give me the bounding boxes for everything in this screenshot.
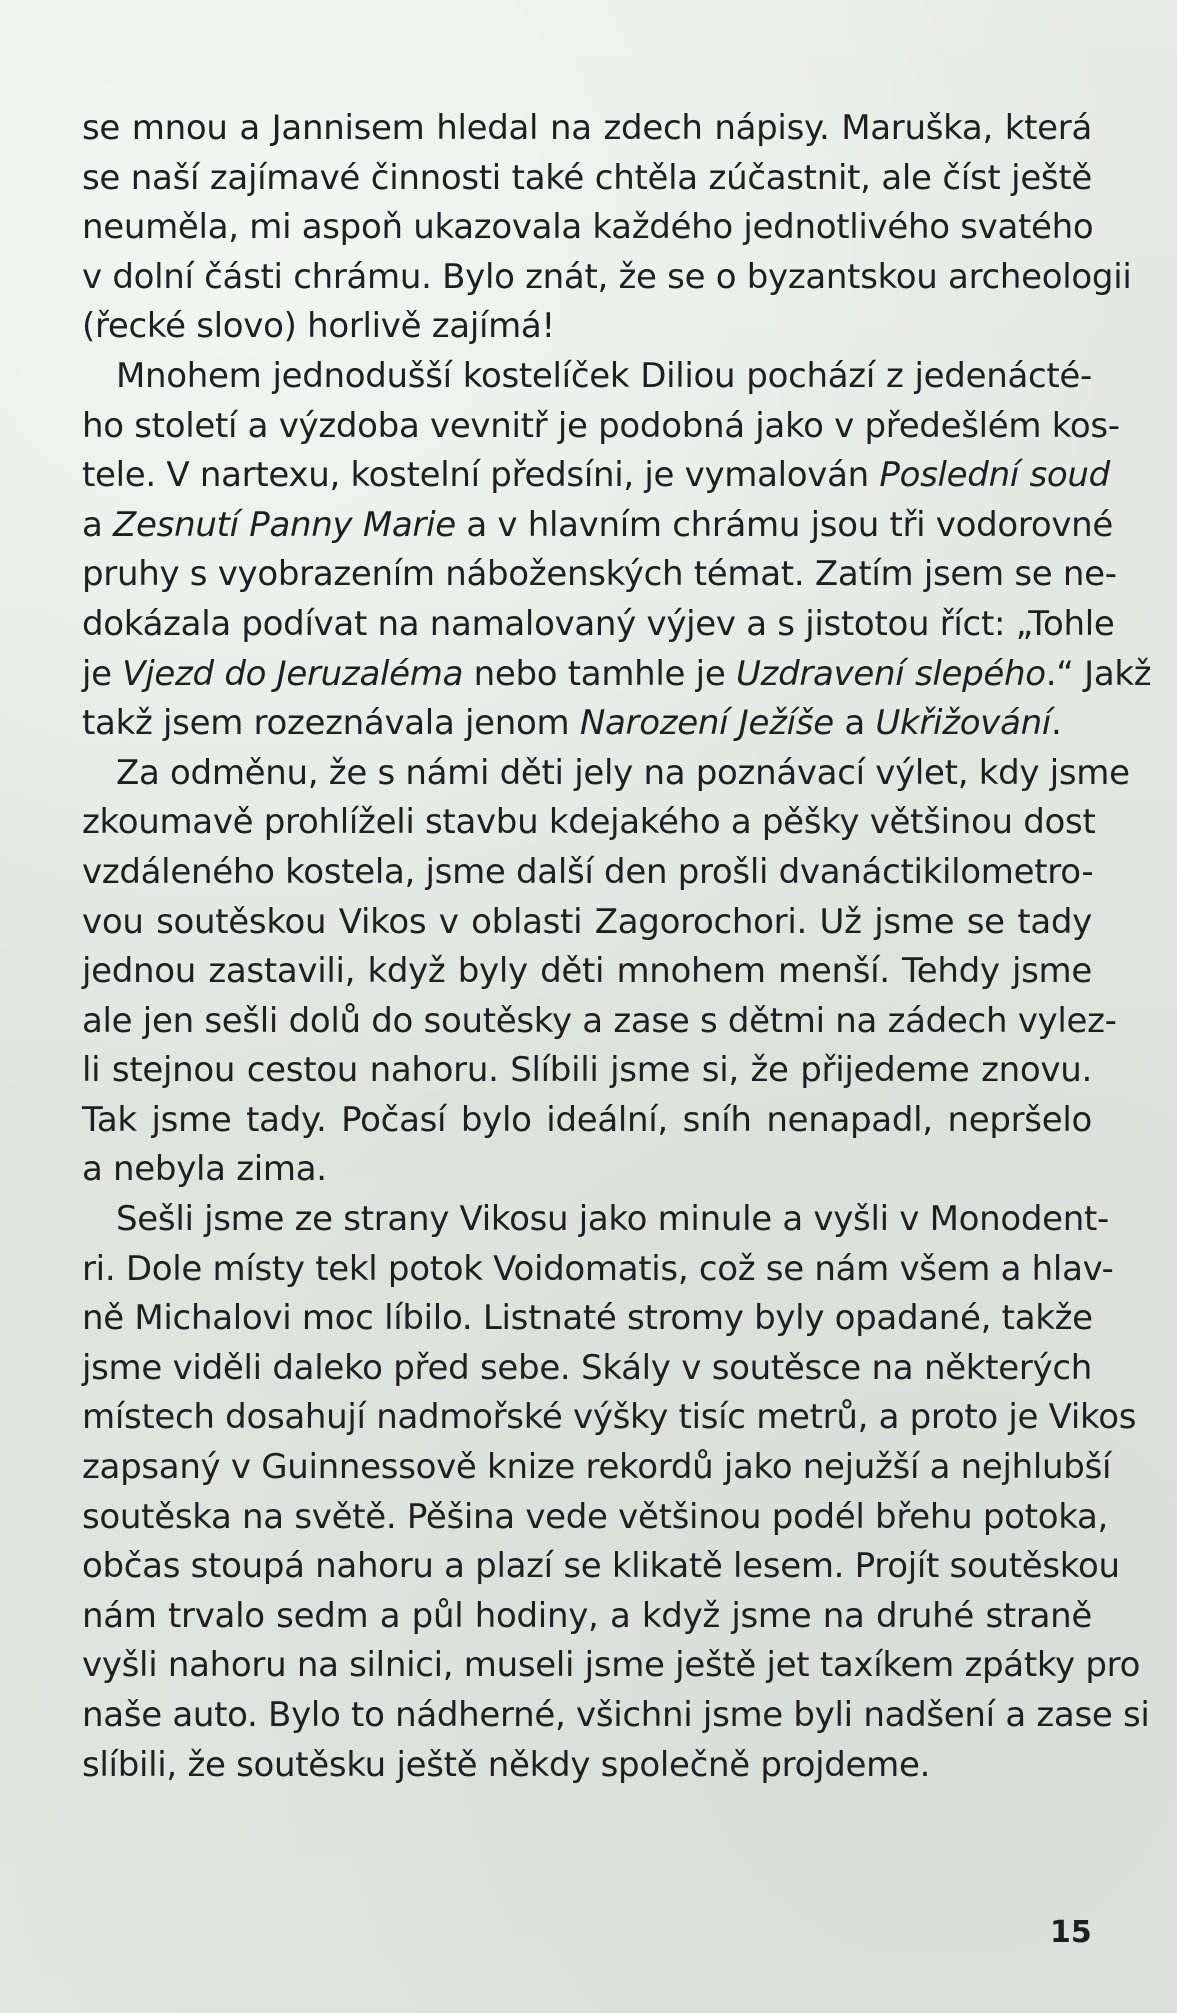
text-line: se naší zajímavé činnosti také chtěla zúčastnit, ale číst ještě: [82, 157, 1092, 198]
text-run: nebo tamhle je: [463, 653, 736, 694]
artwork-title: Vjezd do Jeruzaléma: [122, 653, 464, 694]
text-line: [82, 650, 1152, 700]
artwork-title: Zesnutí Panny Marie: [113, 504, 456, 545]
text-line: zkoumavě prohlíželi stavbu kdejakého a pěšky většinou dost: [82, 802, 1096, 843]
text-line: (řecké slovo) horlivě zajímá!: [82, 306, 555, 347]
body-text: [82, 104, 1152, 1790]
text-line: ně Michalovi moc líbilo. Listnaté stromy byly opadané, takže: [82, 1298, 1093, 1339]
text-line: nám trvalo sedm a půl hodiny, a když jsme na druhé straně: [82, 1595, 1092, 1636]
text-run: a v hlavním chrámu jsou tři vodorovné: [455, 504, 1114, 545]
text-line: dokázala podívat na namalovaný výjev a s jistotou říct: „Tohle: [82, 603, 1115, 644]
text-run: a: [833, 703, 876, 744]
text-line: vou soutěskou Vikos v oblasti Zagorochori. Už jsme se tady: [82, 901, 1092, 942]
text-line: li stejnou cestou nahoru. Slíbili jsme si, že přijedeme znovu.: [82, 1050, 1092, 1091]
text-line: [82, 451, 1110, 501]
text-line: jsme viděli daleko před sebe. Skály v soutěsce na některých: [82, 1347, 1092, 1388]
artwork-title: Ukřižování: [875, 703, 1052, 744]
text-line: [82, 501, 1114, 551]
paragraph: [82, 352, 1152, 749]
paragraph: [82, 1195, 1150, 1790]
artwork-title: Poslední soud: [879, 455, 1110, 496]
text-run: .“ Jakž: [1045, 653, 1152, 694]
text-line: vzdáleného kostela, jsme další den prošli dvanáctikilometro-: [82, 851, 1094, 892]
text-line: Za odměnu, že s námi děti jely na poznávací výlet, kdy jsme: [116, 752, 1130, 793]
text-line: slíbili, že soutěsku ještě někdy společně projdeme.: [82, 1744, 931, 1785]
text-line: Tak jsme tady. Počasí bylo ideální, sníh nenapadl, nepršelo: [82, 1099, 1092, 1140]
paragraph: [82, 749, 1130, 1195]
text-line: pruhy s vyobrazením náboženských témat. Zatím jsem se ne-: [82, 554, 1117, 595]
artwork-title: Uzdravení slepého: [735, 653, 1046, 694]
text-line: a nebyla zima.: [82, 1149, 327, 1190]
text-line: naše auto. Bylo to nádherné, všichni jsme byli nadšení a zase si: [82, 1695, 1150, 1735]
text-line: Mnohem jednodušší kostelíček Diliou pochází z jedenácté-: [116, 355, 1092, 396]
text-run: .: [1051, 703, 1062, 744]
text-line: soutěska na světě. Pěšina vede většinou podél břehu potoka,: [82, 1496, 1109, 1537]
paragraph: [82, 104, 1132, 352]
text-line: místech dosahují nadmořské výšky tisíc metrů, a proto je Vikos: [82, 1397, 1137, 1438]
text-line: ri. Dole místy tekl potok Voidomatis, což se nám všem a hlav-: [82, 1248, 1114, 1289]
text-run: a: [82, 504, 114, 545]
text-line: neuměla, mi aspoň ukazovala každého jednotlivého svatého: [82, 207, 1094, 248]
text-line: v dolní části chrámu. Bylo znát, že se o byzantskou archeologii: [82, 256, 1132, 297]
text-line: ho století a výzdoba vevnitř je podobná jako v předešlém kos-: [82, 405, 1120, 446]
artwork-title: Narození Ježíše: [579, 703, 834, 744]
text-run: je: [82, 653, 123, 694]
page-number: 15: [1050, 1915, 1092, 1950]
text-line: jednou zastavili, když byly děti mnohem menší. Tehdy jsme: [82, 951, 1092, 992]
text-line: ale jen sešli dolů do soutěsky a zase s dětmi na zádech vylez-: [82, 1000, 1117, 1041]
text-run: takž jsem rozeznávala jenom: [82, 703, 580, 744]
text-line: občas stoupá nahoru a plazí se klikatě lesem. Projít soutěskou: [82, 1546, 1120, 1587]
text-line: zapsaný v Guinnessově knize rekordů jako nejužší a nejhlubší: [82, 1447, 1112, 1488]
text-run: tele. V nartexu, kostelní předsíni, je vymalován: [82, 455, 880, 496]
text-line: vyšli nahoru na silnici, museli jsme ještě jet taxíkem zpátky pro: [82, 1645, 1141, 1686]
text-line: Sešli jsme ze strany Vikosu jako minule a vyšli v Monodent-: [116, 1199, 1110, 1240]
text-line: se mnou a Jannisem hledal na zdech nápisy. Maruška, která: [82, 108, 1092, 148]
text-line: [82, 699, 1092, 749]
